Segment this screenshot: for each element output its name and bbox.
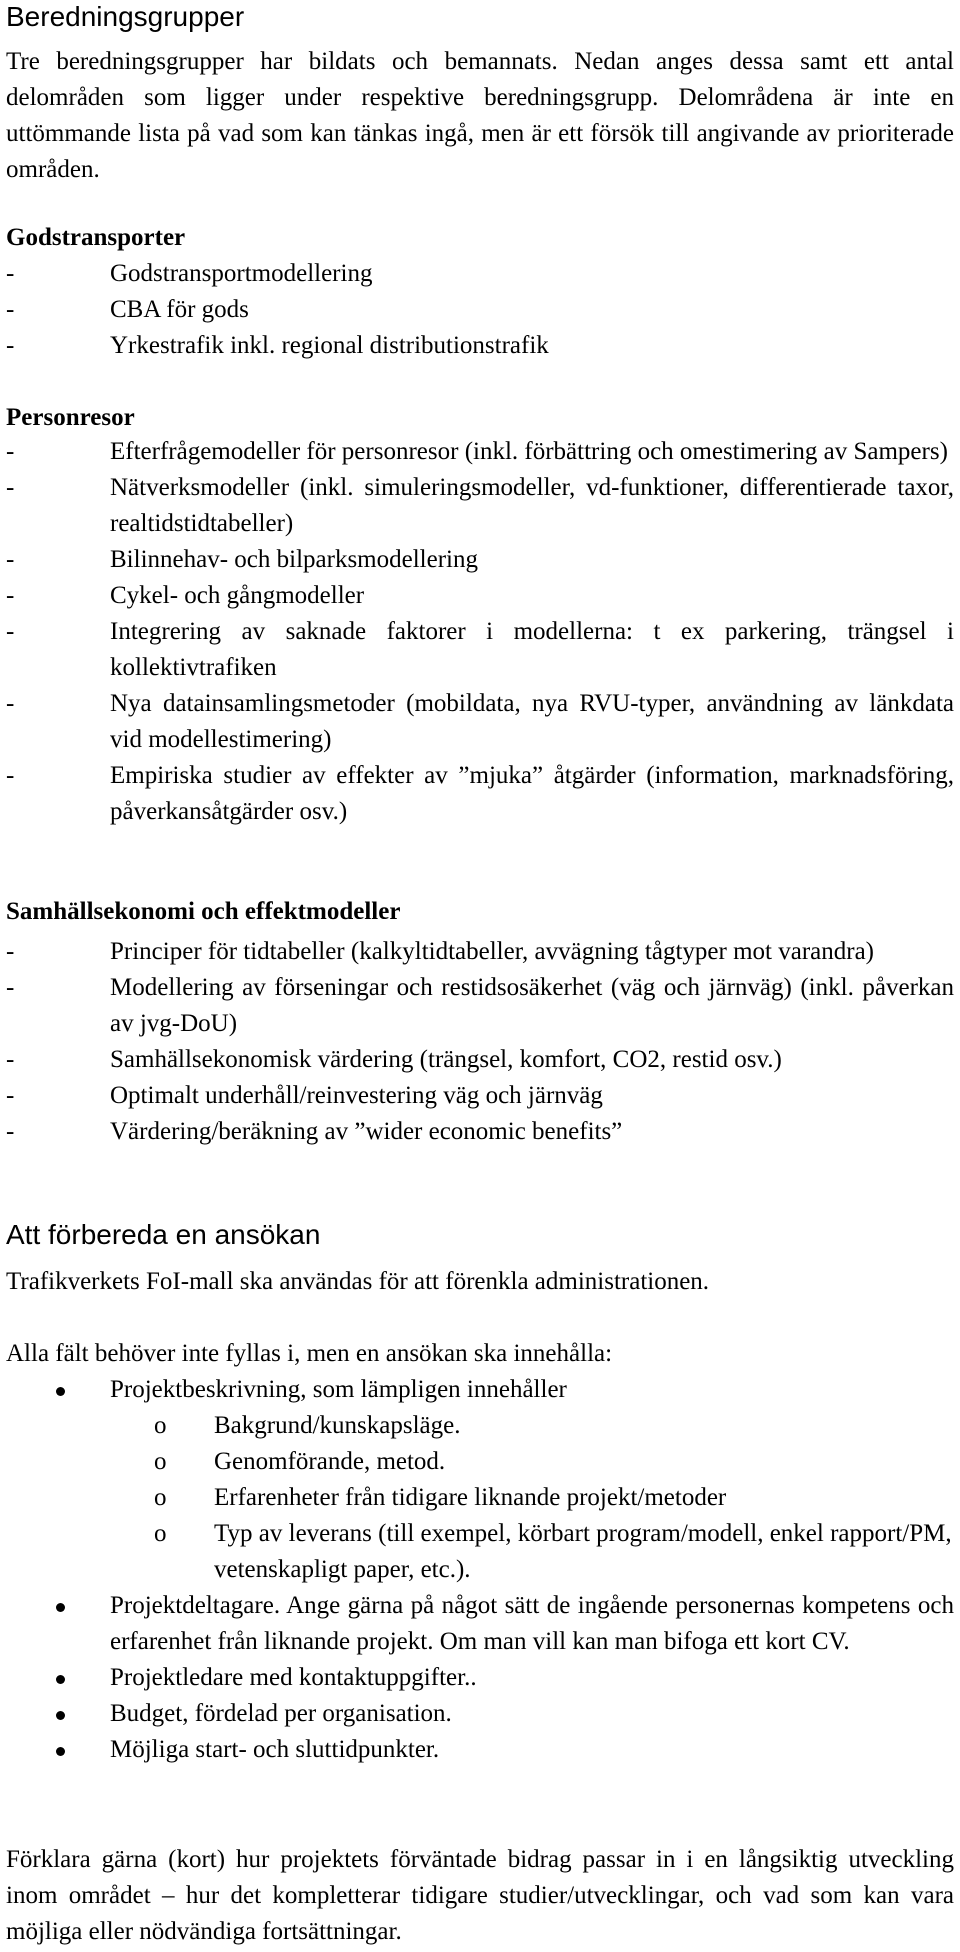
sub-list: [110, 1408, 954, 1588]
intro-paragraph: Tre beredningsgrupper har bildats och bemannats. Nedan anges dessa samt ett antal delområden som ligger under respektive beredningsgrupp. Delområdena är inte en uttömmande lista på vad som kan tänkas ingå, men är ett försök till angivande av prioriterade områden.: [6, 48, 954, 183]
list-item: - Efterfrågemodeller för personresor (inkl. förbättring och omestimering av Sampers): [6, 434, 954, 470]
list-item: Budget, fördelad per organisation.: [6, 1696, 954, 1732]
sub-list-item: o Bakgrund/kunskapsläge.: [110, 1408, 954, 1444]
dash-marker: -: [6, 618, 15, 645]
list-item: - Godstransportmodellering: [6, 256, 954, 292]
group-title-samhallsekonomi: Samhällsekonomi och effektmodeller: [6, 898, 401, 925]
sub-marker: o: [154, 1412, 167, 1439]
list-item: Möjliga start- och sluttidpunkter.: [6, 1732, 954, 1768]
list-item: - Yrkestrafik inkl. regional distributionstrafik: [6, 328, 954, 364]
sub-marker: o: [154, 1448, 167, 1475]
dash-marker: -: [6, 474, 15, 501]
dash-marker: -: [6, 332, 15, 359]
list-item: - Samhällsekonomisk värdering (trängsel, komfort, CO2, restid osv.): [6, 1042, 954, 1078]
list-item: - Principer för tidtabeller (kalkyltidtabeller, avvägning tågtyper mot varandra): [6, 934, 954, 970]
list-item: - Nya datainsamlingsmetoder (mobildata, nya RVU-typer, användning av länkdata vid modellestimering): [6, 686, 954, 758]
sub-list-item: o Typ av leverans (till exempel, körbart program/modell, enkel rapport/PM, vetenskapligt paper, etc.).: [110, 1516, 954, 1588]
group-list-personresor: [6, 434, 954, 830]
group-list-samhallsekonomi: [6, 934, 954, 1150]
list-item: - Värdering/beräkning av ”wider economic benefits”: [6, 1114, 954, 1150]
list-item: Projektledare med kontaktuppgifter..: [6, 1660, 954, 1696]
list-item: Projektbeskrivning, som lämpligen innehåller o Bakgrund/kunskapsläge. o Genomförande, metod. o Erfarenheter från tidigare liknande projekt/metoder o Typ av leverans (till exempel, körbart program/modell, enkel rapport/PM, vetenskapligt paper, etc.).: [6, 1372, 954, 1588]
bullet-marker: [56, 1603, 65, 1612]
section-heading-beredningsgrupper: Beredningsgrupper: [6, 1, 245, 32]
requirements-list: [6, 1372, 954, 1768]
dash-marker: -: [6, 1046, 15, 1073]
list-item: - Bilinnehav- och bilparksmodellering: [6, 542, 954, 578]
list-item: - Cykel- och gångmodeller: [6, 578, 954, 614]
dash-marker: -: [6, 1082, 15, 1109]
paragraph-falt: Alla fält behöver inte fyllas i, men en ansökan ska innehålla:: [6, 1340, 613, 1367]
dash-marker: -: [6, 546, 15, 573]
bullet-marker: [56, 1387, 65, 1396]
dash-marker: -: [6, 582, 15, 609]
list-item: - CBA för gods: [6, 292, 954, 328]
section-heading-ansokan: Att förbereda en ansökan: [6, 1219, 321, 1250]
list-item: - Nätverksmodeller (inkl. simuleringsmodeller, vd-funktioner, differentierade taxor, realtidstidtabeller): [6, 470, 954, 542]
bullet-marker: [56, 1711, 65, 1720]
sub-list-item: o Genomförande, metod.: [110, 1444, 954, 1480]
group-list-godstransporter: [6, 256, 954, 364]
dash-marker: -: [6, 762, 15, 789]
list-item: - Optimalt underhåll/reinvestering väg och järnväg: [6, 1078, 954, 1114]
group-title-personresor: Personresor: [6, 404, 135, 431]
sub-list-item: o Erfarenheter från tidigare liknande projekt/metoder: [110, 1480, 954, 1516]
dash-marker: -: [6, 296, 15, 323]
sub-marker: o: [154, 1520, 167, 1547]
list-item: - Empiriska studier av effekter av ”mjuka” åtgärder (information, marknadsföring, påverkansåtgärder osv.): [6, 758, 954, 830]
list-item: Projektdeltagare. Ange gärna på något sätt de ingående personernas kompetens och erfarenhet från liknande projekt. Om man vill kan man bifoga ett kort CV.: [6, 1588, 954, 1660]
list-item: - Modellering av förseningar och restidsosäkerhet (väg och järnväg) (inkl. påverkan av jvg-DoU): [6, 970, 954, 1042]
dash-marker: -: [6, 690, 15, 717]
sub-marker: o: [154, 1484, 167, 1511]
closing-paragraph: Förklara gärna (kort) hur projektets förväntade bidrag passar in i en långsiktig utveckling inom området – hur det kompletterar tidigare studier/utvecklingar, och vad som kan vara möjliga eller nödvändiga fortsättningar.: [6, 1846, 954, 1945]
dash-marker: -: [6, 974, 15, 1001]
dash-marker: -: [6, 1118, 15, 1145]
dash-marker: -: [6, 260, 15, 287]
group-title-godstransporter: Godstransporter: [6, 224, 186, 251]
dash-marker: -: [6, 938, 15, 965]
list-item: - Integrering av saknade faktorer i modellerna: t ex parkering, trängsel i kollektivtrafiken: [6, 614, 954, 686]
dash-marker: -: [6, 438, 15, 465]
paragraph-foi-mall: Trafikverkets FoI-mall ska användas för att förenkla administrationen.: [6, 1268, 710, 1295]
bullet-marker: [56, 1747, 65, 1756]
bullet-marker: [56, 1675, 65, 1684]
